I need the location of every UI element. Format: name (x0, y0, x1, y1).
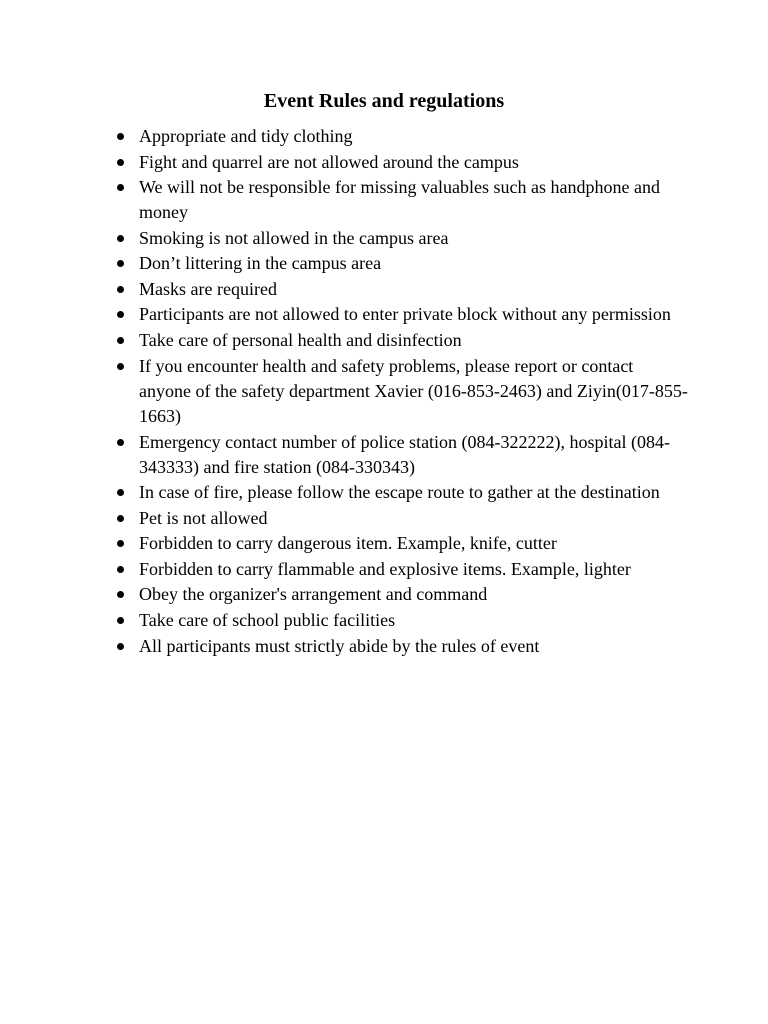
bullet-icon (117, 184, 124, 191)
bullet-icon (117, 515, 124, 522)
rule-text: Forbidden to carry flammable and explosive items. Example, lighter (139, 558, 631, 579)
rule-item (108, 430, 688, 480)
rule-text: Obey the organizer's arrangement and command (139, 584, 488, 605)
rule-text: Take care of school public facilities (139, 610, 396, 631)
page-title: Event Rules and regulations (263, 90, 505, 112)
rule-text: In case of fire, please follow the escape route to gather at the destination (139, 482, 660, 503)
bullet-icon (117, 363, 124, 370)
rule-item (108, 557, 688, 582)
rule-text: Fight and quarrel are not allowed around the campus (139, 151, 519, 172)
rule-item (108, 531, 688, 556)
rule-text: Appropriate and tidy clothing (139, 126, 353, 146)
bullet-icon (117, 260, 124, 267)
bullet-icon (117, 540, 124, 547)
rule-item (108, 634, 688, 659)
rule-text: If you encounter health and safety problems, please report or contact anyone of the safety department Xavier (016-853-2463) and Ziyin(017-855-1663) (139, 355, 688, 426)
rule-text: Forbidden to carry dangerous item. Example, knife, cutter (139, 533, 557, 554)
bullet-icon (117, 566, 124, 573)
rule-text: Don’t littering in the campus area (139, 253, 382, 274)
rule-text: Participants are not allowed to enter private block without any permission (139, 304, 671, 325)
bullet-icon (117, 337, 124, 344)
rule-item (108, 480, 688, 505)
rule-item (108, 608, 688, 633)
bullet-icon (117, 617, 124, 624)
rule-text: Smoking is not allowed in the campus area (139, 227, 449, 248)
bullet-icon (117, 133, 124, 140)
rule-item (108, 124, 688, 149)
rule-item (108, 302, 688, 327)
rule-item (108, 226, 688, 251)
rule-text: Emergency contact number of police station (084-322222), hospital (084-343333) and fire station (084-330343) (139, 431, 671, 477)
rule-item (108, 277, 688, 302)
rule-text: Take care of personal health and disinfection (139, 330, 462, 351)
bullet-icon (117, 489, 124, 496)
rules-list (108, 124, 688, 659)
rule-item (108, 251, 688, 276)
rule-text: Masks are required (139, 278, 277, 299)
rule-text: All participants must strictly abide by the rules of event (139, 635, 540, 656)
bullet-icon (117, 286, 124, 293)
bullet-icon (117, 235, 124, 242)
bullet-icon (117, 311, 124, 318)
rule-item (108, 150, 688, 175)
rule-item (108, 328, 688, 353)
rule-item (108, 354, 688, 430)
rule-text: Pet is not allowed (139, 507, 268, 528)
rule-text: We will not be responsible for missing valuables such as handphone and money (139, 177, 660, 223)
bullet-icon (117, 643, 124, 650)
bullet-icon (117, 439, 124, 446)
bullet-icon (117, 159, 124, 166)
rule-item (108, 506, 688, 531)
bullet-icon (117, 591, 124, 598)
rule-item (108, 175, 688, 225)
rule-item (108, 582, 688, 607)
